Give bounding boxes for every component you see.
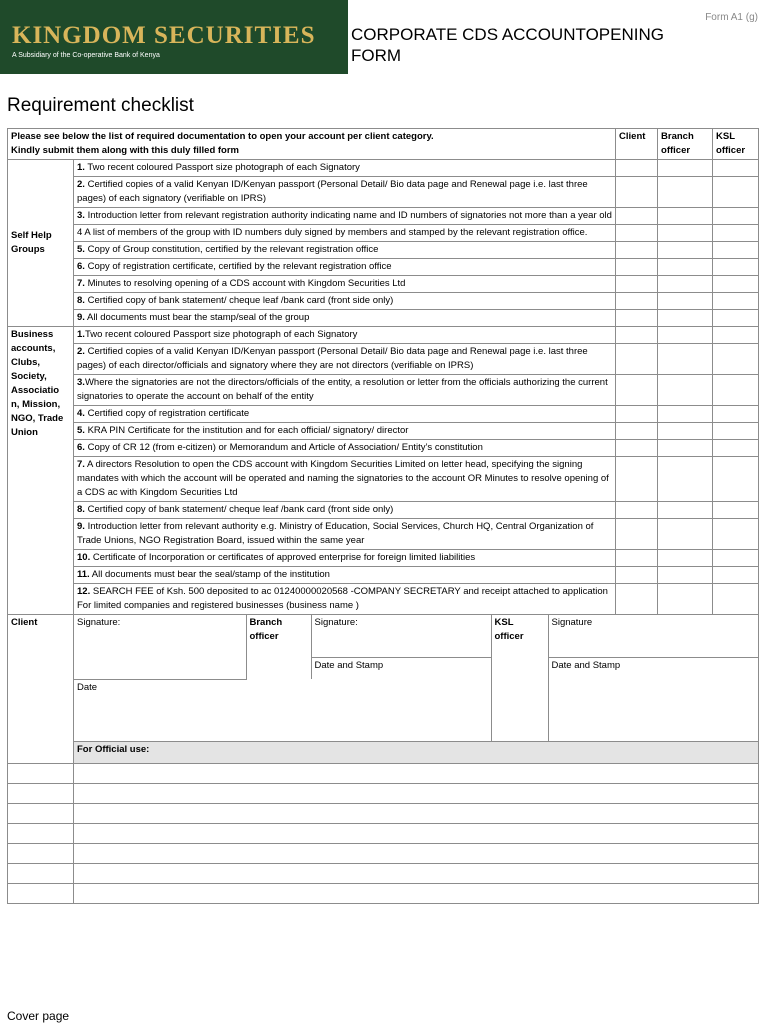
intro-line-2: Kindly submit them along with this duly filled form — [11, 145, 240, 156]
item-description: Introduction letter from relevant registration authority indicating name and ID numbers of signatories not more than a year old — [84, 210, 612, 221]
self-help-ksl-check-cell[interactable] — [713, 259, 759, 276]
intro-line-1: Please see below the list of required documentation to open your account per client category. — [11, 131, 434, 142]
ksl-officer-label: KSL officer — [491, 615, 548, 657]
branch-signature-label: Signature: — [314, 617, 358, 628]
business-client-check-cell[interactable] — [616, 584, 658, 615]
col-branch-officer: Branch officer — [658, 129, 713, 160]
item-description: Two recent coloured Passport size photograph of each Signatory — [84, 162, 360, 173]
item-description: Copy of registration certificate, certified by the relevant registration office — [84, 261, 392, 272]
requirement-checklist-table — [7, 128, 759, 904]
brand-logo: KINGDOM SECURITIES — [12, 22, 316, 49]
business-ksl-check-cell[interactable] — [713, 344, 759, 375]
official-use-entry-cell[interactable] — [74, 784, 759, 804]
business-ksl-check-cell[interactable] — [713, 502, 759, 519]
self-help-branch-check-cell[interactable] — [658, 259, 713, 276]
item-number: 7. — [77, 459, 85, 470]
self-help-item-row — [8, 160, 759, 177]
self-help-client-check-cell[interactable] — [616, 276, 658, 293]
self-help-ksl-check-cell[interactable] — [713, 242, 759, 259]
business-item-text — [74, 584, 616, 615]
ksl-date-stamp-label: Date and Stamp — [551, 659, 621, 671]
business-client-check-cell[interactable] — [616, 550, 658, 567]
business-item-row — [8, 567, 759, 584]
self-help-item-row — [8, 259, 759, 276]
col-client: Client — [616, 129, 658, 160]
business-item-row — [8, 406, 759, 423]
business-item-text — [74, 327, 616, 344]
item-description: Introduction letter from relevant authority e.g. Ministry of Education, Social Services, Church HQ, Central Organization of Trade Unions, NGO Registration Board, issued within the same year — [77, 521, 594, 546]
business-item-text — [74, 440, 616, 457]
item-description: Certified copies of a valid Kenyan ID/Kenyan passport (Personal Detail/ Bio data page and Renewal page i.e. last three pages) of each signatory (verifiable on IPRS) — [77, 179, 588, 204]
official-use-row — [8, 824, 759, 844]
self-help-branch-check-cell[interactable] — [658, 242, 713, 259]
self-help-item-row — [8, 208, 759, 225]
business-client-check-cell[interactable] — [616, 567, 658, 584]
item-number: 2. — [77, 179, 85, 190]
official-use-index-cell[interactable] — [8, 864, 74, 884]
business-ksl-check-cell[interactable] — [713, 457, 759, 502]
item-description: Copy of CR 12 (from e-citizen) or Memorandum and Article of Association/ Entity’s constitution — [84, 442, 483, 453]
self-help-client-check-cell[interactable] — [616, 160, 658, 177]
self-help-client-check-cell[interactable] — [616, 177, 658, 208]
official-use-entry-cell[interactable] — [74, 884, 759, 904]
item-number: 3. — [77, 377, 85, 388]
business-item-row — [8, 375, 759, 406]
official-use-entry-cell[interactable] — [74, 764, 759, 784]
self-help-ksl-check-cell[interactable] — [713, 208, 759, 225]
business-item-row — [8, 327, 759, 344]
item-description: KRA PIN Certificate for the institution and for each official/ signatory/ director — [84, 425, 409, 436]
business-client-check-cell[interactable] — [616, 502, 658, 519]
item-number: 6. — [77, 442, 85, 453]
business-item-text — [74, 519, 616, 550]
self-help-item-text — [74, 242, 616, 259]
self-help-item-row — [8, 293, 759, 310]
self-help-branch-check-cell[interactable] — [658, 177, 713, 208]
self-help-client-check-cell[interactable] — [616, 242, 658, 259]
self-help-item-text — [74, 225, 616, 242]
business-branch-check-cell[interactable] — [658, 327, 713, 344]
business-branch-check-cell[interactable] — [658, 567, 713, 584]
item-description: Certified copy of bank statement/ cheque leaf /bank card (front side only) — [84, 504, 394, 515]
item-description: Certified copy of registration certificate — [84, 408, 250, 419]
business-ksl-check-cell[interactable] — [713, 406, 759, 423]
self-help-branch-check-cell[interactable] — [658, 225, 713, 242]
self-help-category-label: Self Help Groups — [8, 160, 74, 327]
self-help-item-row — [8, 225, 759, 242]
self-help-item-row — [8, 276, 759, 293]
client-date-field[interactable] — [74, 679, 491, 741]
item-number: 3. — [77, 210, 85, 221]
business-branch-check-cell[interactable] — [658, 550, 713, 567]
client-date-label: Date — [77, 681, 98, 693]
business-item-row — [8, 344, 759, 375]
business-client-check-cell[interactable] — [616, 344, 658, 375]
official-use-row — [8, 784, 759, 804]
self-help-client-check-cell[interactable] — [616, 225, 658, 242]
client-signature-label: Signature: — [77, 617, 121, 628]
item-number: 7. — [77, 278, 85, 289]
item-description: Minutes to resolving opening of a CDS account with Kingdom Securities Ltd — [84, 278, 406, 289]
item-number: 6. — [77, 261, 85, 272]
business-ksl-check-cell[interactable] — [713, 519, 759, 550]
official-use-index-cell[interactable] — [8, 764, 74, 784]
self-help-client-check-cell[interactable] — [616, 293, 658, 310]
self-help-item-text — [74, 177, 616, 208]
business-ksl-check-cell[interactable] — [713, 567, 759, 584]
brand-banner — [0, 0, 348, 74]
self-help-ksl-check-cell[interactable] — [713, 310, 759, 327]
item-number: 1. — [77, 162, 85, 173]
business-item-row — [8, 584, 759, 615]
official-use-entry-cell[interactable] — [74, 804, 759, 824]
section-title: Requirement checklist — [7, 95, 194, 116]
self-help-branch-check-cell[interactable] — [658, 160, 713, 177]
official-use-row — [8, 804, 759, 824]
self-help-ksl-check-cell[interactable] — [713, 293, 759, 310]
self-help-item-text — [74, 259, 616, 276]
business-item-row — [8, 519, 759, 550]
item-number: 10. — [77, 552, 91, 563]
footer-label: Cover page — [7, 1009, 70, 1023]
official-use-row — [8, 764, 759, 784]
business-branch-check-cell[interactable] — [658, 375, 713, 406]
item-number: 9. — [77, 521, 85, 532]
official-use-index-cell[interactable] — [8, 784, 74, 804]
self-help-item-row — [8, 310, 759, 327]
business-ksl-check-cell[interactable] — [713, 375, 759, 406]
business-item-text — [74, 502, 616, 519]
business-item-row — [8, 457, 759, 502]
business-branch-check-cell[interactable] — [658, 519, 713, 550]
self-help-branch-check-cell[interactable] — [658, 208, 713, 225]
signoff-client-label: Client — [8, 615, 74, 764]
checklist-intro — [8, 129, 616, 160]
self-help-client-check-cell[interactable] — [616, 259, 658, 276]
branch-officer-label: Branch officer — [246, 615, 311, 657]
business-ksl-check-cell[interactable] — [713, 440, 759, 457]
official-use-entry-cell[interactable] — [74, 824, 759, 844]
business-branch-check-cell[interactable] — [658, 344, 713, 375]
official-use-header — [8, 742, 759, 764]
self-help-item-row — [8, 177, 759, 208]
self-help-item-text — [74, 208, 616, 225]
official-use-index-cell[interactable] — [8, 824, 74, 844]
col-ksl-officer: KSL officer — [713, 129, 759, 160]
business-ksl-check-cell[interactable] — [713, 423, 759, 440]
official-use-row — [8, 864, 759, 884]
business-item-row — [8, 502, 759, 519]
branch-date-stamp-field[interactable] — [311, 657, 491, 679]
item-number: 5. — [77, 425, 85, 436]
self-help-branch-check-cell[interactable] — [658, 293, 713, 310]
business-branch-check-cell[interactable] — [658, 423, 713, 440]
item-description: Copy of Group constitution, certified by the relevant registration office — [84, 244, 379, 255]
official-use-index-cell[interactable] — [8, 884, 74, 904]
business-branch-check-cell[interactable] — [658, 584, 713, 615]
official-use-row — [8, 844, 759, 864]
self-help-item-text — [74, 276, 616, 293]
self-help-ksl-check-cell[interactable] — [713, 225, 759, 242]
business-item-text — [74, 375, 616, 406]
signoff-panel — [74, 615, 759, 742]
item-number: 9. — [77, 312, 85, 323]
business-branch-check-cell[interactable] — [658, 502, 713, 519]
self-help-item-row — [8, 242, 759, 259]
item-description: Certified copy of bank statement/ cheque leaf /bank card (front side only) — [84, 295, 394, 306]
official-use-label: For Official use: — [74, 742, 759, 764]
item-description: Certified copies of a valid Kenyan ID/Kenyan passport (Personal Detail/ Bio data page and Renewal page i.e. last three pages) of each director/officials and signatory where they are not directors (verifiable on IPRS) — [77, 346, 588, 371]
item-number: 8. — [77, 295, 85, 306]
official-use-entry-cell[interactable] — [74, 864, 759, 884]
item-number: 12. — [77, 586, 91, 597]
item-description: All documents must bear the stamp/seal of the group — [84, 312, 310, 323]
business-ksl-check-cell[interactable] — [713, 584, 759, 615]
form-title: CORPORATE CDS ACCOUNTOPENING FORM — [351, 25, 664, 65]
business-item-text — [74, 344, 616, 375]
business-client-check-cell[interactable] — [616, 440, 658, 457]
official-use-index-cell[interactable] — [8, 844, 74, 864]
business-branch-check-cell[interactable] — [658, 457, 713, 502]
self-help-ksl-check-cell[interactable] — [713, 177, 759, 208]
self-help-client-check-cell[interactable] — [616, 310, 658, 327]
client-signature-field[interactable] — [74, 615, 246, 657]
business-branch-check-cell[interactable] — [658, 406, 713, 423]
business-item-row — [8, 440, 759, 457]
business-item-row — [8, 423, 759, 440]
item-number: 8. — [77, 504, 85, 515]
item-number: 1. — [77, 329, 85, 340]
ksl-date-stamp-field[interactable] — [548, 657, 758, 679]
business-ksl-check-cell[interactable] — [713, 327, 759, 344]
self-help-branch-check-cell[interactable] — [658, 276, 713, 293]
item-number: 4. — [77, 408, 85, 419]
item-description: SEARCH FEE of Ksh. 500 deposited to ac 01240000020568 -COMPANY SECRETARY and receipt attached to application For limited companies and registered businesses (business name ) — [77, 586, 608, 611]
brand-tagline: A Subsidiary of the Co-operative Bank of Kenya — [12, 52, 160, 59]
business-client-check-cell[interactable] — [616, 519, 658, 550]
self-help-item-text — [74, 293, 616, 310]
self-help-client-check-cell[interactable] — [616, 208, 658, 225]
business-item-text — [74, 406, 616, 423]
business-ksl-check-cell[interactable] — [713, 550, 759, 567]
self-help-item-text — [74, 160, 616, 177]
business-item-text — [74, 423, 616, 440]
item-description: A directors Resolution to open the CDS account with Kingdom Securities Limited on letter head, specifying the signing mandates with which the account will be operated and naming the signatories to the account OR Minutes to resolve opening of a CDS ac with Kingdom Securities Ltd — [77, 459, 609, 498]
business-category-label: Business accounts, Clubs, Society, Associatio n, Mission, NGO, Trade Union — [8, 327, 74, 615]
ksl-signature-field[interactable] — [548, 615, 758, 657]
signoff-row — [8, 615, 759, 742]
business-client-check-cell[interactable] — [616, 327, 658, 344]
business-client-check-cell[interactable] — [616, 457, 658, 502]
branch-signature-field[interactable] — [311, 615, 491, 657]
self-help-branch-check-cell[interactable] — [658, 310, 713, 327]
business-item-text — [74, 550, 616, 567]
form-code: Form A1 (g) — [705, 12, 758, 23]
official-use-row — [8, 884, 759, 904]
business-item-row — [8, 550, 759, 567]
branch-date-stamp-label: Date and Stamp — [314, 659, 384, 671]
item-number: 11. — [77, 569, 90, 580]
item-description: 4 A list of members of the group with ID numbers duly signed by members and stamped by the relevant registration office. — [77, 227, 588, 238]
item-description: Certificate of Incorporation or certificates of approved enterprise for foreign limited liabilities — [90, 552, 476, 563]
business-client-check-cell[interactable] — [616, 406, 658, 423]
ksl-signature-label: Signature — [551, 617, 593, 628]
business-item-text — [74, 457, 616, 502]
business-client-check-cell[interactable] — [616, 423, 658, 440]
business-client-check-cell[interactable] — [616, 375, 658, 406]
self-help-item-text — [74, 310, 616, 327]
business-branch-check-cell[interactable] — [658, 440, 713, 457]
item-number: 5. — [77, 244, 85, 255]
self-help-ksl-check-cell[interactable] — [713, 276, 759, 293]
item-description: All documents must bear the seal/stamp of the institution — [89, 569, 330, 580]
official-use-entry-cell[interactable] — [74, 844, 759, 864]
item-description: Where the signatories are not the directors/officials of the entity, a resolution or letter from the officials authorizing the current signatories to operate the account on behalf of the entity — [77, 377, 608, 402]
item-description: Two recent coloured Passport size photograph of each Signatory — [84, 329, 358, 340]
item-number: 2. — [77, 346, 85, 357]
signoff-grid — [74, 615, 758, 741]
checklist-header-row — [8, 129, 759, 160]
self-help-ksl-check-cell[interactable] — [713, 160, 759, 177]
business-item-text — [74, 567, 616, 584]
official-use-index-cell[interactable] — [8, 804, 74, 824]
